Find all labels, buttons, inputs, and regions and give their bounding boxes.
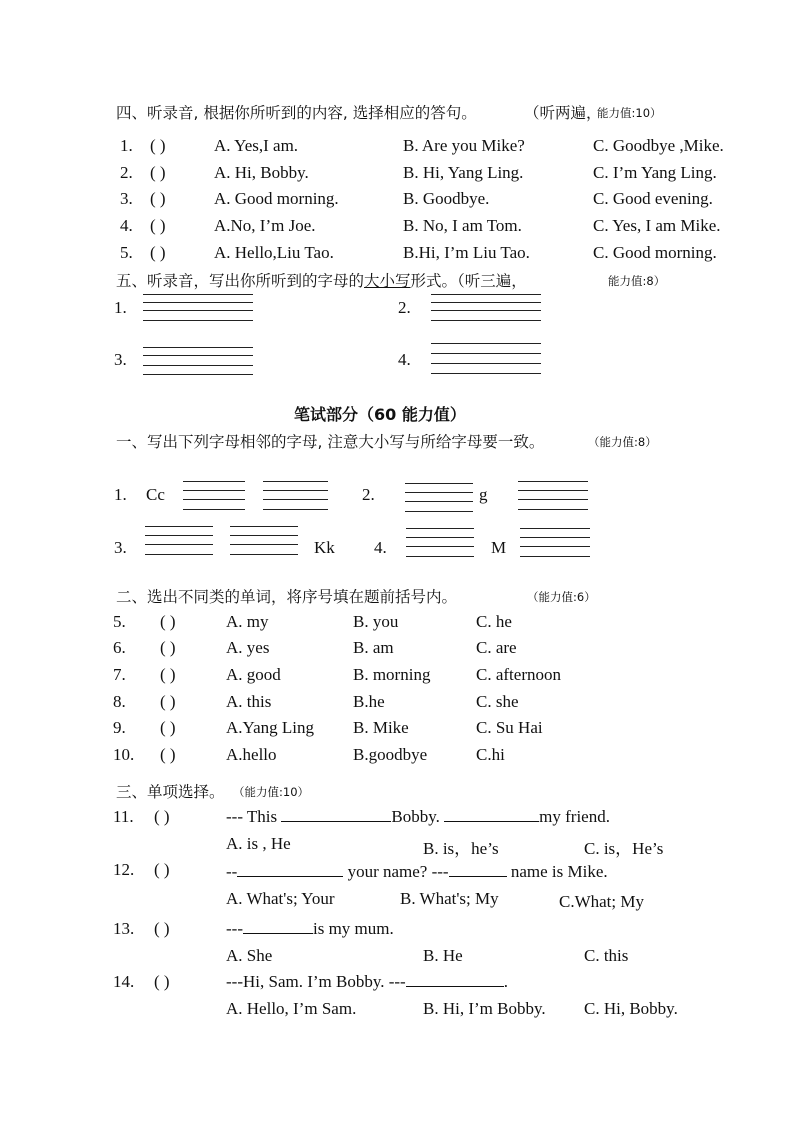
item-number: 4. [120,216,133,235]
w1-title: 一、写出下列字母相邻的字母, 注意大小写与所给字母要一致。 [116,433,545,451]
writing-number: 3. [114,350,127,369]
option-a: A. Hello,Liu Tao. [214,243,334,262]
answer-blank[interactable]: ( ) [150,189,166,208]
w3-score: （能力值:10） [233,785,310,799]
list-item [0,745,794,767]
answer-blank[interactable]: ( ) [160,665,176,684]
option-b: B. Are you Mike? [403,136,525,155]
section-4-note: （听两遍， [524,104,602,122]
option-b: B. am [353,638,394,657]
written-part-title: 笔试部分（60 能力值） [294,405,466,424]
option-c: C. Good evening. [593,189,713,208]
option-c: C. Good morning. [593,243,717,262]
option-c: C. Yes, I am Mike. [593,216,721,235]
given-letter: g [479,485,488,504]
option-a: A. is , He [226,834,291,853]
letter-item-number: 4. [374,538,387,557]
list-item [0,243,794,265]
option-c: C. Hi, Bobby. [584,999,678,1018]
option-a: A. Hello, I’m Sam. [226,999,357,1018]
answer-blank[interactable]: ( ) [154,807,170,826]
writing-number: 4. [398,350,411,369]
answer-blank[interactable]: ( ) [154,919,170,938]
question-stem: ---Hi, Sam. I’m Bobby. --- . [226,972,508,991]
answer-blank[interactable]: ( ) [150,243,166,262]
w3-title: 三、单项选择。 [116,783,225,801]
option-b: B.he [353,692,385,711]
option-b: B. Mike [353,718,409,737]
answer-blank[interactable]: ( ) [160,745,176,764]
option-c: C. Su Hai [476,718,543,737]
writing-lines[interactable] [183,481,245,511]
option-c: C. he [476,612,512,631]
list-item [0,136,794,158]
option-c: C.hi [476,745,505,764]
list-item [0,216,794,238]
writing-lines[interactable] [230,526,298,556]
writing-lines[interactable] [263,481,328,511]
option-a: A. She [226,946,273,965]
option-a: A. good [226,665,281,684]
list-item [0,638,794,660]
item-number: 1. [120,136,133,155]
option-c: C.What; My [559,892,644,911]
answer-blank[interactable]: ( ) [160,718,176,737]
answer-blank[interactable]: ( ) [150,216,166,235]
option-c: C. Goodbye ,Mike. [593,136,724,155]
option-a: A. my [226,612,269,631]
given-letter: Kk [314,538,335,557]
question-number: 13. [113,919,135,938]
letter-item-number: 1. [114,485,127,504]
writing-lines[interactable] [405,483,473,513]
answer-blank[interactable]: ( ) [150,163,166,182]
given-letter: Cc [146,485,165,504]
option-a: A. Good morning. [214,189,339,208]
section-5-score: 能力值:8） [608,274,666,288]
writing-lines[interactable] [431,294,541,324]
option-c: C. are [476,638,517,657]
option-b: B. Hi, Yang Ling. [403,163,524,182]
answer-blank[interactable]: ( ) [160,638,176,657]
option-b: B.goodbye [353,745,428,764]
option-c: C. is，He’s [584,839,664,858]
option-b: B. What's; My [400,889,499,908]
list-item [0,163,794,185]
w1-score: （能力值:8） [588,435,657,449]
list-item [0,612,794,634]
list-item [0,718,794,740]
letter-item-number: 3. [114,538,127,557]
option-b: B. you [353,612,399,631]
option-a: A.Yang Ling [226,718,315,737]
list-item [0,692,794,714]
item-number: 2. [120,163,133,182]
option-a: A. yes [226,638,270,657]
option-b: B. No, I am Tom. [403,216,522,235]
item-number: 3. [120,189,133,208]
writing-lines[interactable] [145,526,213,556]
writing-lines[interactable] [518,481,588,511]
section-4-score: 能力值:10） [597,106,662,120]
w2-title: 二、选出不同类的单词，将序号填在题前括号内。 [116,588,458,606]
option-b: B. He [423,946,463,965]
item-number: 10. [113,745,135,764]
option-b: B. is，he’s [423,839,499,858]
option-c: C. afternoon [476,665,561,684]
option-b: B. Goodbye. [403,189,490,208]
option-a: A. this [226,692,272,711]
writing-lines[interactable] [143,347,253,377]
question-stem: --- is my mum. [226,919,394,938]
writing-lines[interactable] [143,294,253,324]
list-item [0,189,794,211]
question-number: 11. [113,807,134,826]
answer-blank[interactable]: ( ) [160,612,176,631]
option-a: A. What's; Your [226,889,335,908]
question-number: 14. [113,972,135,991]
writing-number: 1. [114,298,127,317]
given-letter: M [491,538,507,557]
answer-blank[interactable]: ( ) [154,972,170,991]
section-5-title: 五、听录音，写出你所听到的字母的大小写形式。（听三遍， [116,272,527,290]
writing-lines[interactable] [520,528,590,558]
option-a: A.hello [226,745,277,764]
list-item [0,665,794,687]
option-b: B.Hi, I’m Liu Tao. [403,243,530,262]
item-number: 9. [113,718,126,737]
option-b: B. Hi, I’m Bobby. [423,999,546,1018]
writing-lines[interactable] [431,343,541,375]
question-number: 12. [113,860,135,879]
option-c: C. this [584,946,629,965]
question-stem: --- This Bobby. my friend. [226,807,610,826]
section-4-title: 四、听录音, 根据你所听到的内容, 选择相应的答句。 [116,104,477,122]
option-c: C. I’m Yang Ling. [593,163,717,182]
letter-item-number: 2. [362,485,375,504]
writing-number: 2. [398,298,411,317]
item-number: 7. [113,665,126,684]
question-stem: -- your name? --- name is Mike. [226,862,608,881]
item-number: 5. [113,612,126,631]
answer-blank[interactable]: ( ) [160,692,176,711]
writing-lines[interactable] [406,528,474,558]
answer-blank[interactable]: ( ) [154,860,170,879]
answer-blank[interactable]: ( ) [150,136,166,155]
option-a: A. Yes,I am. [214,136,299,155]
option-a: A.No, I’m Joe. [214,216,316,235]
item-number: 8. [113,692,126,711]
w2-score: （能力值:6） [527,590,596,604]
option-c: C. she [476,692,519,711]
item-number: 5. [120,243,133,262]
item-number: 6. [113,638,126,657]
option-b: B. morning [353,665,431,684]
option-a: A. Hi, Bobby. [214,163,309,182]
